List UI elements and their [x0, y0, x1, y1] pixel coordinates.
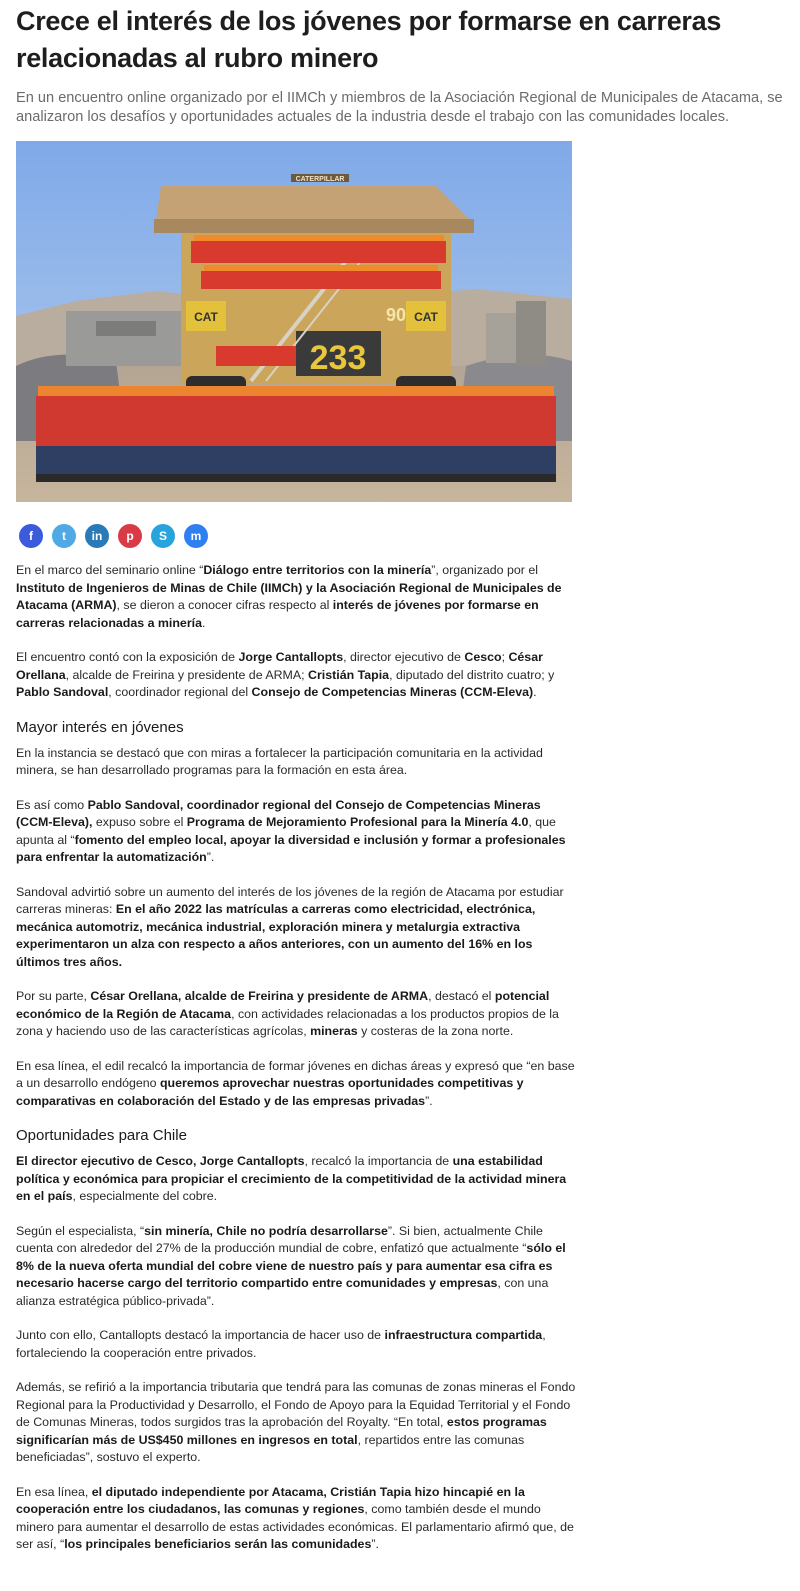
- bold-text: Pablo Sandoval, coordinador regional del Consejo de Competencias Mineras (CCM-Eleva),: [16, 797, 541, 829]
- paragraph: [16, 988, 576, 1041]
- bold-text: interés de jóvenes por formarse en carreras relacionadas a minería: [16, 598, 539, 630]
- text-run: , como también desde el mundo minero para aumentar el desarrollo de estas actividades económicas. El parlamentario afirmó que, de ser así, “: [16, 1502, 574, 1551]
- text-run: El encuentro contó con la exposición de: [16, 650, 239, 664]
- paragraph: [16, 884, 576, 972]
- bold-text: Jorge Cantallopts: [238, 650, 344, 664]
- text-run: .: [201, 615, 206, 630]
- text-run: Sandoval advirtió sobre un aumento del interés de los jóvenes de la región de Atacama por estudiar carreras mineras:: [16, 884, 564, 916]
- text-run: ”.: [425, 1093, 433, 1108]
- text-run: , especialmente del cobre.: [72, 1189, 218, 1203]
- text-run: En esa línea, el edil recalcó la importancia de formar jóvenes en dichas áreas y expresó que “en base a un desarrollo endógeno: [16, 1058, 575, 1090]
- skype-icon[interactable]: S: [151, 524, 175, 548]
- twitter-icon[interactable]: t: [52, 524, 76, 548]
- text-run: , se dieron a conocer cifras respecto al: [116, 598, 333, 612]
- text-run: , con actividades relacionadas a los productos propios de la zona y haciendo uso de las características agrícolas,: [16, 1006, 559, 1038]
- bold-text: César Orellana, alcalde de Freirina y presidente de ARMA: [90, 989, 429, 1003]
- text-run: ”.: [206, 850, 215, 864]
- bold-text: fomento del empleo local, apoyar la diversidad e inclusión y formar a profesionales para enfrentar la automatización: [16, 832, 566, 864]
- paragraph: [16, 649, 576, 702]
- messenger-icon[interactable]: m: [184, 524, 208, 548]
- bold-text: los principales beneficiarios serán las comunidades: [64, 1537, 372, 1551]
- bold-text: el diputado independiente por Atacama, Cristián Tapia hizo hincapié en la cooperación entre los ciudadanos, las comunas y regiones: [16, 1484, 525, 1516]
- bold-text: Cesco: [464, 650, 502, 664]
- cab-left-logo: CAT: [194, 310, 218, 324]
- text-run: , que apunta al “: [16, 815, 556, 847]
- bold-text: mineras: [310, 1024, 358, 1038]
- text-run: ”, organizado por el: [431, 563, 538, 577]
- section-heading: Oportunidades para Chile: [16, 1127, 187, 1144]
- bold-text: sólo el 8% de la nueva oferta mundial del cobre viene de nuestro país y para aumentar esa cifra es necesario hacerse cargo del territorio compartido entre comunidades y empresas: [16, 1241, 566, 1290]
- text-run: , coordinador regional del: [108, 685, 252, 699]
- text-run: expuso sobre el: [92, 815, 187, 829]
- text-run: En el marco del seminario online “: [16, 563, 204, 577]
- paragraph: [16, 1379, 576, 1467]
- text-run: ;: [501, 650, 509, 664]
- paragraph: [16, 1223, 576, 1311]
- text-run: Es así como: [16, 797, 88, 812]
- mining-truck-photo: [16, 141, 572, 502]
- bold-text: César Orellana: [16, 650, 543, 682]
- text-run: En la instancia se destacó que con miras a fortalecer la participación comunitaria en la actividad minera, se han desarrollado programas para la formación en esta área.: [16, 745, 543, 777]
- facebook-icon[interactable]: f: [19, 524, 43, 548]
- text-run: Por su parte,: [16, 989, 91, 1003]
- paragraph: [16, 745, 576, 780]
- paragraph: [16, 1058, 576, 1111]
- bold-text: Consejo de Competencias Mineras (CCM-Eleva): [251, 685, 534, 699]
- pinterest-icon[interactable]: p: [118, 524, 142, 548]
- text-run: .: [533, 685, 537, 699]
- section-heading: Mayor interés en jóvenes: [16, 718, 184, 736]
- bold-text: una estabilidad política y económica para propiciar el crecimiento de la competitividad de la actividad minera en el país: [16, 1154, 567, 1203]
- bold-text: Pablo Sandoval: [16, 685, 109, 699]
- share-bar: [19, 524, 784, 548]
- paragraph: [16, 1153, 576, 1206]
- bold-text: En el año 2022 las matrículas a carreras como electricidad, electrónica, mecánica automotriz, mecánica industrial, exploración minera y metalurgia extractiva experimentaron un alza con respecto a años anteriores, con un aumento del 16% en los últimos tres años.: [16, 902, 536, 969]
- text-run: , director ejecutivo de: [343, 650, 465, 664]
- bold-text: Instituto de Ingenieros de Minas de Chile (IIMCh) y la Asociación Regional de Municipales de Atacama (ARMA): [16, 580, 562, 612]
- bold-text: queremos aprovechar nuestras oportunidades competitivas y comparativas en colaboración del Estado y de las empresas privadas: [16, 1076, 524, 1108]
- paragraph: [16, 1484, 576, 1554]
- bold-text: Cristián Tapia: [308, 667, 390, 682]
- text-run: En esa línea,: [16, 1484, 92, 1499]
- truck-number-small: 90: [385, 305, 407, 325]
- paragraph: [16, 562, 576, 632]
- text-run: Según el especialista, “: [16, 1223, 145, 1238]
- linkedin-icon[interactable]: in: [85, 524, 109, 548]
- text-run: ”. Si bien, actualmente Chile cuenta con alrededor del 27% de la producción mundial de cobre, enfatizó que actualmente “: [16, 1223, 543, 1255]
- headline: Crece el interés de los jóvenes por formarse en carreras relacionadas al rubro minero: [16, 6, 722, 73]
- text-run: , con una alianza estratégica público-privada”.: [16, 1276, 549, 1308]
- bold-text: Programa de Mejoramiento Profesional para la Minería 4.0: [186, 815, 529, 829]
- bold-text: Diálogo entre territorios con la minería: [203, 563, 432, 577]
- truck-number: 233: [309, 339, 367, 377]
- subtitle: En un encuentro online organizado por el IIMCh y miembros de la Asociación Regional de Municipales de Atacama, se analizaron los desafíos y oportunidades actuales de la industria desde el trabajo con las comunidades locales.: [16, 90, 783, 125]
- truck-brand-text: CATERPILLAR: [295, 176, 345, 183]
- bold-text: sin minería, Chile no podría desarrollarse: [144, 1223, 388, 1238]
- text-run: , repartidos entre las comunas beneficiadas”, sostuvo el experto.: [16, 1432, 525, 1464]
- bold-text: El director ejecutivo de Cesco, Jorge Cantallopts: [16, 1154, 305, 1168]
- text-run: Además, se refirió a la importancia tributaria que tendrá para las comunas de zonas mineras el Fondo Regional para la Productividad y Desarrollo, el Fondo de Apoyo para la Equidad Territorial y el Fondo de Comunas Mineras, todos surgidos tras la aprobación del Royalty. “En total,: [16, 1380, 576, 1429]
- paragraph: [16, 797, 576, 867]
- hero-image: [16, 141, 572, 502]
- cab-right-logo: CAT: [414, 310, 438, 324]
- bold-text: potencial económico de la Región de Atacama: [16, 989, 550, 1021]
- text-run: , fortaleciendo la cooperación entre privados.: [16, 1328, 546, 1360]
- text-run: ”.: [371, 1537, 379, 1551]
- text-run: y costeras de la zona norte.: [357, 1024, 514, 1038]
- text-run: Junto con ello, Cantallopts destacó la importancia de hacer uso de: [16, 1328, 385, 1342]
- article-body: [16, 562, 576, 1554]
- text-run: , alcalde de Freirina y presidente de ARMA;: [65, 667, 309, 682]
- text-run: , recalcó la importancia de: [304, 1154, 453, 1168]
- text-run: , diputado del distrito cuatro; y: [389, 667, 555, 682]
- bold-text: estos programas significarían más de US$450 millones en ingresos en total: [16, 1415, 547, 1447]
- bold-text: infraestructura compartida: [384, 1328, 543, 1342]
- text-run: , destacó el: [428, 989, 495, 1003]
- paragraph: [16, 1327, 576, 1362]
